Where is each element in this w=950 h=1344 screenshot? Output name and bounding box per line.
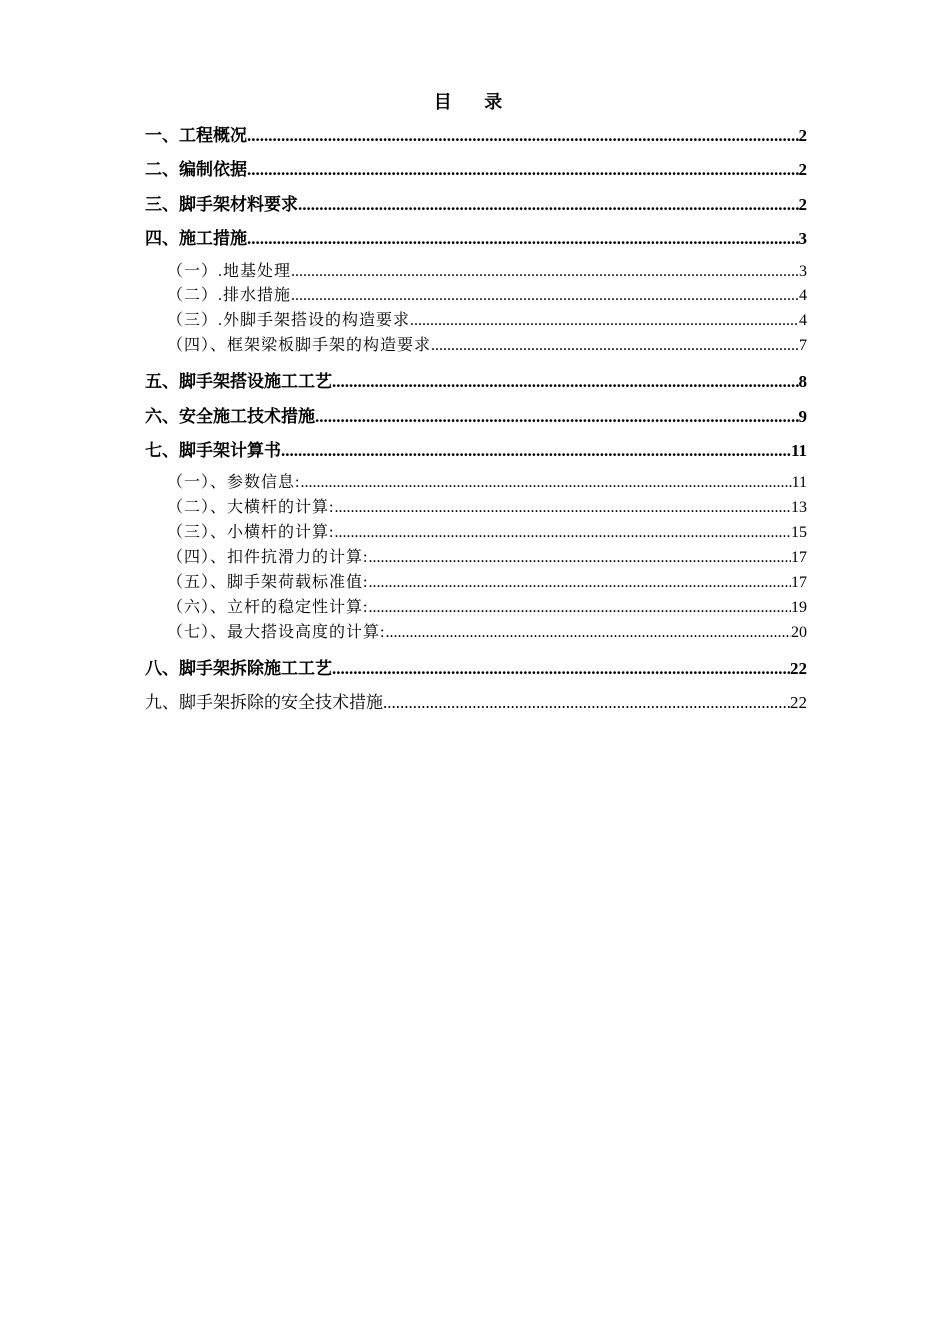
toc-subentry[interactable] (145, 571, 807, 596)
toc-entry-label: （二）.排水措施 (167, 287, 292, 305)
toc-entry-label: 六、安全施工技术措施 (145, 406, 315, 426)
dot-leader (298, 191, 799, 219)
toc-entry-page: 4 (799, 312, 807, 330)
dot-leader (431, 334, 799, 359)
toc-entry-label: 四、施工措施 (145, 229, 247, 249)
toc-entry[interactable] (145, 437, 807, 471)
toc-entry-page: 3 (798, 229, 807, 249)
toc-entry-page: 8 (798, 372, 807, 392)
dot-leader (385, 621, 791, 646)
toc-entry[interactable] (145, 122, 807, 156)
toc-entry-label: （一）、参数信息: (167, 474, 301, 492)
toc-entry-page: 22 (790, 658, 807, 678)
dot-leader (247, 225, 799, 253)
toc-entry-page: 11 (790, 440, 807, 460)
dot-leader (315, 403, 799, 431)
toc-entry-label: 一、工程概况 (145, 126, 247, 145)
toc-subentry[interactable] (145, 260, 807, 285)
toc-entry-page: 7 (799, 337, 807, 355)
toc-entry-label: 三、脚手架材料要求 (145, 194, 298, 214)
toc-entry-label: （二）、大横杆的计算: (167, 499, 335, 517)
toc-entry[interactable] (145, 689, 807, 723)
toc-subentry[interactable] (145, 496, 807, 521)
dot-leader (368, 571, 791, 596)
toc-entry-page: 9 (798, 406, 807, 426)
toc-entry-page: 13 (791, 499, 807, 517)
toc-entry-page: 17 (791, 573, 807, 591)
toc-subentry[interactable] (145, 596, 807, 621)
toc-entry-label: （五）、脚手架荷载标准值: (167, 573, 369, 591)
dot-leader (368, 596, 791, 621)
toc-entry-page: 19 (791, 598, 807, 616)
toc-entry-page: 20 (791, 623, 807, 641)
dot-leader (368, 546, 791, 571)
toc-subentry[interactable] (145, 334, 807, 359)
toc-subentry[interactable] (145, 621, 807, 646)
toc-entry-label: 七、脚手架计算书 (145, 440, 281, 460)
toc-entry-label: （七）、最大搭设高度的计算: (167, 623, 386, 641)
toc-title: 目 录 (433, 92, 517, 112)
dot-leader (300, 471, 791, 496)
toc-entry-label: （一）.地基处理 (167, 262, 292, 280)
toc-entry-label: （四）、扣件抗滑力的计算: (167, 548, 369, 566)
toc-entry-page: 2 (798, 126, 807, 145)
toc-entry-label: 二、编制依据 (145, 160, 247, 180)
toc-entry-page: 17 (791, 548, 807, 566)
toc-entry-label: （三）.外脚手架搭设的构造要求 (167, 312, 411, 330)
toc-entry[interactable] (145, 191, 807, 225)
toc-entry-label: 九、脚手架拆除的安全技术措施 (145, 692, 383, 712)
dot-leader (247, 122, 799, 150)
dot-leader (332, 655, 790, 683)
toc-entry[interactable] (145, 156, 807, 190)
toc-entry[interactable] (145, 655, 807, 689)
dot-leader (334, 496, 791, 521)
toc-entry[interactable] (145, 403, 807, 437)
toc-entry-label: （四）、框架梁板脚手架的构造要求 (167, 337, 432, 355)
toc-subentry[interactable] (145, 471, 807, 496)
toc-entry-page: 3 (799, 262, 807, 280)
dot-leader (281, 437, 791, 465)
dot-leader (247, 156, 799, 184)
toc-entry-page: 4 (799, 287, 807, 305)
toc-entry-label: 五、脚手架搭设施工工艺 (145, 372, 332, 392)
toc-entry-page: 2 (798, 160, 807, 180)
dot-leader (334, 521, 791, 546)
toc-entry-label: 八、脚手架拆除施工工艺 (145, 658, 332, 678)
toc-entry-page: 11 (791, 474, 807, 492)
dot-leader (383, 689, 790, 717)
toc-subentry[interactable] (145, 521, 807, 546)
dot-leader (410, 309, 799, 334)
dot-leader (291, 260, 799, 285)
toc-entry[interactable] (145, 368, 807, 402)
table-of-contents (145, 122, 807, 723)
toc-entry[interactable] (145, 225, 807, 259)
toc-entry-label: （三）、小横杆的计算: (167, 524, 335, 542)
toc-entry-page: 15 (791, 524, 807, 542)
toc-subentry[interactable] (145, 546, 807, 571)
toc-subentry[interactable] (145, 284, 807, 309)
dot-leader (332, 368, 799, 396)
dot-leader (291, 284, 799, 309)
toc-subentry[interactable] (145, 309, 807, 334)
toc-entry-page: 22 (790, 692, 807, 712)
toc-entry-label: （六）、立杆的稳定性计算: (167, 598, 369, 616)
toc-entry-page: 2 (798, 194, 807, 214)
